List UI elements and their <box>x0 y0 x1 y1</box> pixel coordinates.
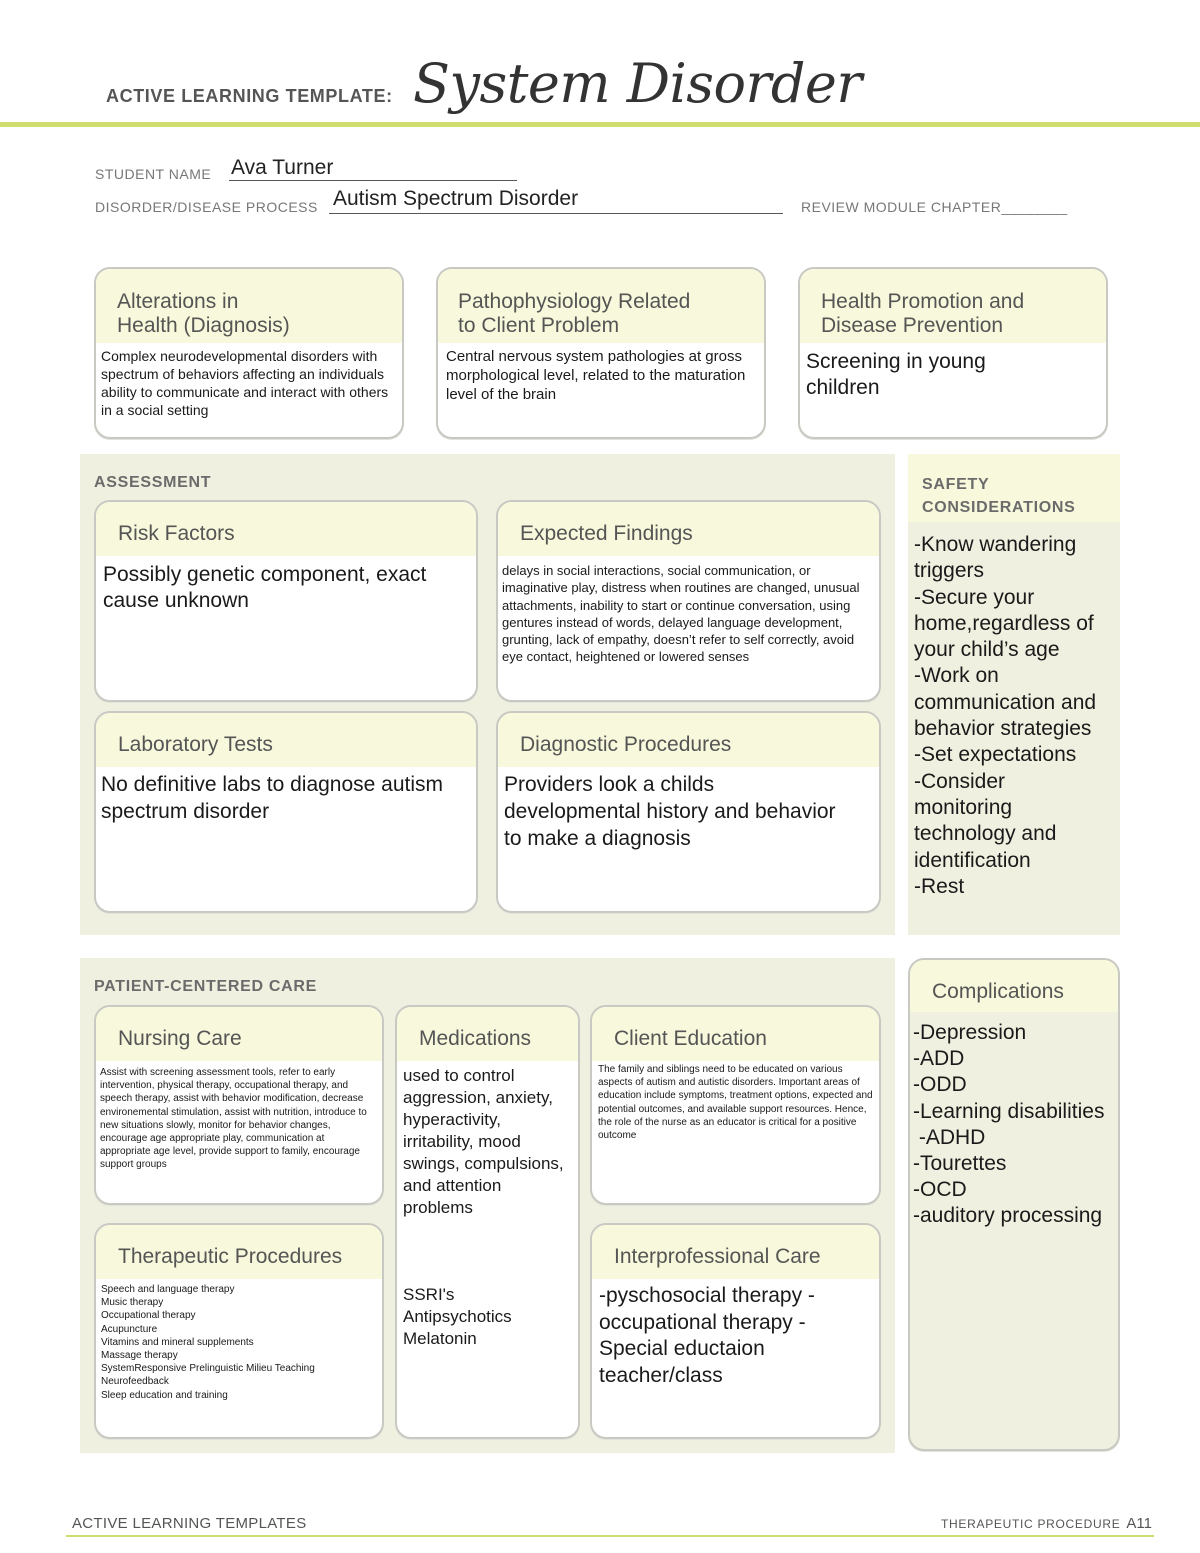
health-promotion-text[interactable]: Screening in young children <box>806 350 986 399</box>
client-education-text[interactable]: The family and siblings need to be educated on various aspects of autism and autistic disorders. Important areas of education include symptoms, treatment options, expected and potential outcomes, and available support resources. Hence, the role of the nurse as an educator is critical for a positive outcome <box>598 1064 873 1142</box>
therapy-item: Acupuncture <box>101 1323 158 1335</box>
footer-rule <box>66 1535 1154 1537</box>
therapy-item: SystemResponsive Prelinguistic Milieu Teaching <box>101 1363 315 1375</box>
medication-item: SSRI's <box>403 1285 455 1304</box>
medications-box <box>395 1005 580 1439</box>
footer-section-label: THERAPEUTIC PROCEDURE <box>941 1517 1121 1531</box>
complication-item: -ODD <box>913 1073 967 1097</box>
client-education-box <box>590 1005 881 1205</box>
student-name-field[interactable]: Ava Turner <box>231 156 334 179</box>
complication-item: -ADD <box>913 1047 965 1071</box>
therapy-item: Occupational therapy <box>101 1310 196 1322</box>
pathophysiology-text[interactable]: Central nervous system pathologies at gross morphological level, related to the maturation level of the brain <box>446 348 746 403</box>
risk-factors-title: Risk Factors <box>118 522 235 545</box>
therapy-item: Sleep education and training <box>101 1389 228 1401</box>
expected-findings-title: Expected Findings <box>520 522 693 545</box>
medications-title: Medications <box>419 1027 532 1050</box>
template-title: System Disorder <box>413 52 862 115</box>
alterations-in-health-box <box>94 267 404 439</box>
therapy-item: Speech and language therapy <box>101 1284 235 1295</box>
client-education-title: Client Education <box>614 1027 767 1050</box>
complication-item: -auditory processing <box>913 1204 1103 1228</box>
alterations-text[interactable]: Complex neurodevelopmental disorders with spectrum of behaviors affecting an individuals ability to communicate and interact with others in a social setting <box>101 348 389 418</box>
complications-box <box>908 958 1120 1451</box>
health-promotion-box <box>798 267 1108 439</box>
complication-item: -Depression <box>913 1021 1027 1044</box>
safety-title: SAFETY CONSIDERATIONS <box>922 476 1076 516</box>
therapy-item: Neurofeedback <box>101 1376 169 1388</box>
complications-title: Complications <box>932 980 1064 1003</box>
expected-findings-text[interactable]: delays in social interactions, social communication, or imaginative play, distress when routines are changed, unusual attachments, inability to start or continue conversation, using gentures instead of words, delayed language development, grunting, lack of empathy, doesn’t refer to self correctly, avoid eye contact, heightened or lowered senses <box>502 563 860 665</box>
disorder-field[interactable]: Autism Spectrum Disorder <box>333 187 579 210</box>
safety-item: -Know wandering triggers <box>914 533 1077 583</box>
nursing-care-box <box>94 1005 384 1205</box>
risk-factors-text[interactable]: Possibly genetic component, exact cause unknown <box>103 563 427 612</box>
safety-item: -Work on communication and behavior strategies <box>914 664 1097 741</box>
therapeutic-procedures-list[interactable] <box>101 1283 379 1402</box>
footer-right <box>941 1515 1152 1532</box>
review-module-label: REVIEW MODULE CHAPTER________ <box>801 199 1068 215</box>
expected-findings-box <box>496 500 881 702</box>
medication-item: Antipsychotics <box>403 1307 512 1326</box>
student-name-underline <box>229 180 517 181</box>
complication-item: -Learning disabilities <box>913 1099 1105 1123</box>
interprofessional-care-title: Interprofessional Care <box>614 1245 821 1268</box>
complication-item: -OCD <box>913 1178 967 1202</box>
pathophysiology-title: Pathophysiology Related to Client Problem <box>458 290 691 337</box>
safety-item: -Consider monitoring technology and identification <box>914 769 1057 872</box>
safety-item: -Secure your home,regardless of your child’s age <box>914 585 1094 662</box>
interprofessional-care-text[interactable]: -pyschosocial therapy -occupational therapy -Special eductaion teacher/class <box>599 1284 815 1387</box>
complication-item: -Tourettes <box>913 1152 1007 1176</box>
medication-item: Melatonin <box>403 1329 477 1348</box>
therapeutic-procedures-box <box>94 1223 384 1439</box>
complication-item: -ADHD <box>913 1125 986 1149</box>
diagnostic-procedures-box <box>496 711 881 913</box>
patient-centered-care-title: PATIENT-CENTERED CARE <box>94 978 318 995</box>
disorder-label: DISORDER/DISEASE PROCESS <box>95 199 318 215</box>
medications-list[interactable] <box>403 1284 575 1350</box>
risk-factors-box <box>94 500 478 702</box>
therapy-item: Music therapy <box>101 1297 164 1309</box>
template-label: ACTIVE LEARNING TEMPLATE: <box>106 86 393 106</box>
laboratory-tests-box <box>94 711 478 913</box>
student-name-label: STUDENT NAME <box>95 166 212 182</box>
laboratory-tests-text[interactable]: No definitive labs to diagnose autism spectrum disorder <box>101 773 444 823</box>
nursing-care-text[interactable]: Assist with screening assessment tools, refer to early intervention, physical therapy, occupational therapy, and speech therapy, assist with behavior modification, decrease environemental stimulation, assist with nutrition, introduce to new situations slowly, monitor for behavior changes, encourage age appropriate play, communication at appropriate age level, provide support to family, encourage support groups <box>100 1067 367 1171</box>
safety-list[interactable] <box>914 532 1108 900</box>
laboratory-tests-title: Laboratory Tests <box>118 733 273 756</box>
review-module-field[interactable]: ________ <box>1001 199 1068 215</box>
footer-left: ACTIVE LEARNING TEMPLATES <box>72 1515 307 1532</box>
complications-list[interactable] <box>913 1020 1113 1230</box>
safety-item: -Rest <box>914 874 965 898</box>
health-promotion-title: Health Promotion and Disease Prevention <box>821 290 1025 337</box>
therapy-item: Vitamins and mineral supplements <box>101 1336 254 1348</box>
header-rule <box>0 122 1200 127</box>
alterations-title: Alterations in Health (Diagnosis) <box>117 290 290 337</box>
disorder-underline <box>329 213 783 214</box>
footer-page-number: A11 <box>1126 1515 1152 1532</box>
safety-item: -Set expectations <box>914 743 1077 767</box>
medications-text[interactable]: used to control aggression, anxiety, hyperactivity, irritability, mood swings, compulsions, and attention problems <box>403 1066 564 1217</box>
pathophysiology-box <box>436 267 766 439</box>
interprofessional-care-box <box>590 1223 881 1439</box>
diagnostic-procedures-text[interactable]: Providers look a childs developmental history and behavior to make a diagnosis <box>504 773 836 850</box>
assessment-title: ASSESSMENT <box>94 474 212 491</box>
diagnostic-procedures-title: Diagnostic Procedures <box>520 733 732 756</box>
nursing-care-title: Nursing Care <box>118 1027 242 1050</box>
therapy-item: Massage therapy <box>101 1350 178 1362</box>
therapeutic-procedures-title: Therapeutic Procedures <box>118 1245 343 1268</box>
